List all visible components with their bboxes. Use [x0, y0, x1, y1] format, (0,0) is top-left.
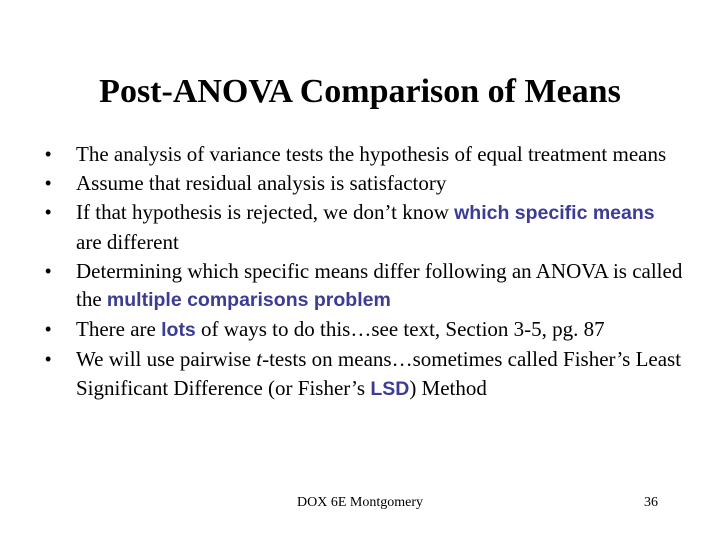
bullet-list [45, 140, 685, 404]
slide-title: Post-ANOVA Comparison of Means [99, 73, 621, 110]
bullet-item [45, 140, 685, 169]
bullet-text: There are [76, 317, 162, 341]
bullet-text: ) Method [409, 375, 487, 400]
highlighted-term: multiple comparisons problem [106, 289, 391, 311]
bullet-dot-icon: • [45, 349, 52, 369]
bullet-text: If that hypothesis is rejected, we don’t know [76, 200, 455, 224]
bullet-item [45, 345, 685, 403]
bullet-dot-icon: • [45, 144, 52, 164]
highlighted-term: LSD [370, 377, 410, 400]
bullet-item [45, 169, 685, 198]
bullet-dot-icon: • [45, 202, 52, 222]
highlighted-term: lots [161, 319, 196, 341]
bullet-dot-icon: • [45, 260, 52, 281]
bullet-dot-icon: • [45, 173, 52, 193]
bullet-item [45, 257, 685, 315]
highlighted-term: which specific means [454, 202, 655, 224]
bullet-text: of ways to do this…see text, Section 3-5, pg. 87 [195, 317, 605, 341]
bullet-dot-icon: • [45, 319, 52, 339]
bullet-item [45, 198, 685, 256]
bullet-text: Assume that residual analysis is satisfactory [76, 171, 447, 195]
footer-text: DOX 6E Montgomery [297, 495, 423, 510]
bullet-item [45, 315, 685, 345]
italic-term: t [256, 347, 263, 371]
bullet-text: are different [76, 229, 179, 254]
bullet-text: Determining which specific means differ following an ANOVA is called the [76, 258, 683, 311]
bullet-text: The analysis of variance tests the hypothesis of equal treatment means [76, 142, 667, 166]
bullet-text: -tests on means…sometimes called Fisher’s Least Significant Difference (or Fisher’s [76, 347, 682, 400]
bullet-text: We will use pairwise [76, 347, 257, 371]
page-number: 36 [644, 495, 658, 510]
